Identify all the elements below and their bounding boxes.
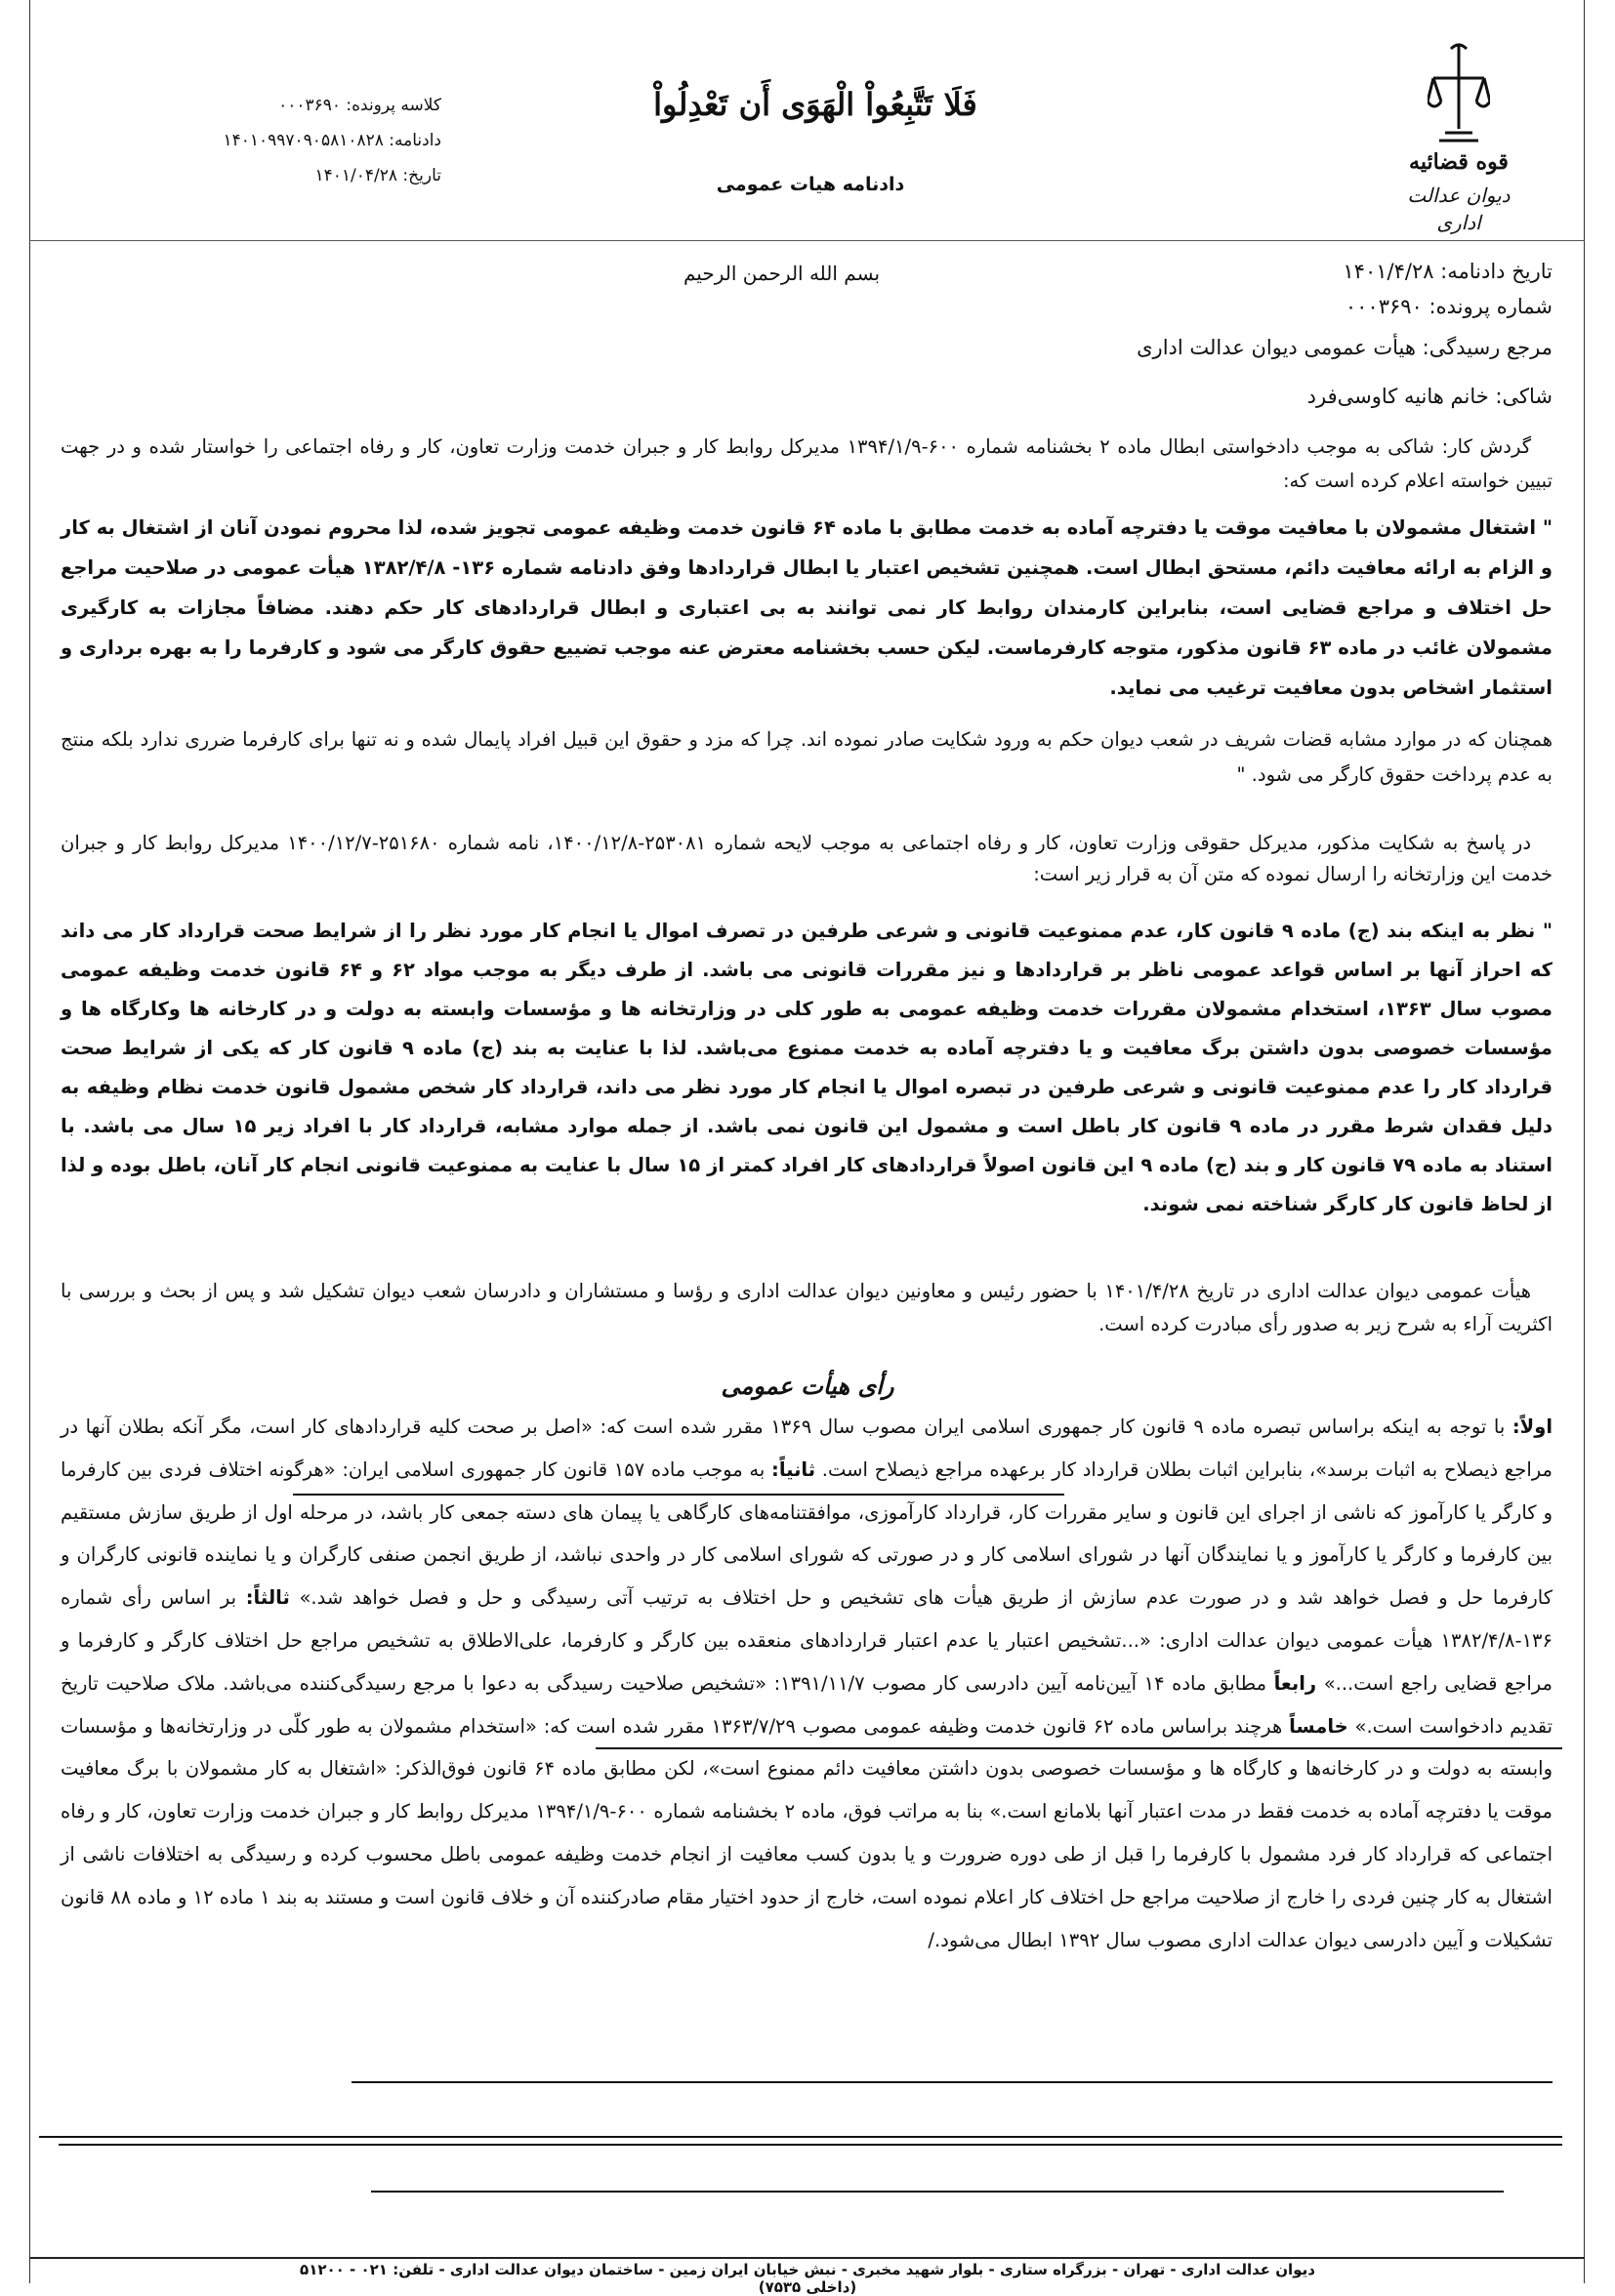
vote-fourth-text: مطابق ماده ۱۴ آیین‌نامه آیین دادرسی کار مصوب ۱۳۹۱/۱۱/۷: «تشخیص صلاحیت رسیدگی به دعوا با مرجع رسیدگی‌کننده می‌باشد. ملاک صلاحیت تاریخ تقدیم دادخواست است.» [61, 1671, 1553, 1738]
bismillah: بسم الله الرحمن الرحیم [683, 262, 881, 285]
complaint-text: " اشتغال مشمولان با معافیت موقت یا دفترچه آماده به خدمت مطابق با ماده ۶۴ قانون خدمت وظیفه عمومی تجویز شده، لذا محروم نمودن آنان از اشتغال به کار و الزام به ارائه معافیت دائم، مستحق ابطال است. همچنین تشخیص اعتبار یا ابطال قراردادها وفق دادنامه شماره ۱۳۶- ۱۳۸۲/۴/۸ هیأت عمومی در صلاحیت مراجع حل اختلاف و مراجع قضایی است، بنابراین کارمندان روابط کار نمی توانند به بی اعتباری و ابطال قراردادهای کار حکم دهند. مضافاً مجازات به کارگیری مشمولان غائب در ماده ۶۳ قانون مذکور، متوجه کارفرماست. لیکن حسب بخشنامه معترض عنه موجب تضییع حقوق کارگر می شود و کارفرما را به بهره برداری و استثمار اشخاص بدون معافیت ترغیب می نماید. [61, 516, 1553, 699]
intro-case-number: شماره پرونده: ۰۰۰۳۶۹۰ [1345, 295, 1553, 318]
vote-first-lead: اولاً: [1511, 1415, 1553, 1438]
document-type-title: دادنامه هیات عمومی [716, 174, 905, 195]
verdict-number: دادنامه: ۱۴۰۱۰۹۹۷۰۹۰۵۸۱۰۸۲۸ [223, 131, 441, 150]
verdict-date: تاریخ: ۱۴۰۱/۰۴/۲۸ [314, 166, 441, 185]
emblem-org-name: قوه قضائیه [1409, 149, 1509, 175]
vote-title: رأی هیأت عمومی [721, 1372, 894, 1400]
header-divider [29, 240, 1585, 241]
vote-second-text: به موجب ماده ۱۵۷ قانون کار جمهوری اسلامی ایران: «هرگونه اختلاف فردی بین کارفرما و کارگر یا کارآموز که ناشی از اجرای این قانون و سایر مقررات کار، قرارداد کارآموزی، موافقتنامه‌های کارگاهی یا پیمان های دسته جمعی کار باشد، در مرحله اول از طریق سازش مستقیم بین کارفرما و کارگر یا کارآموز و یا نمایندگان آنها در شورای اسلامی کار و در صورتی که شورای اسلامی کار در واحدی نباشد، از طریق انجمن صنفی کارگران و یا نماینده قانونی کارگران و کارفرما حل و فصل خواهد شد و در صورت عدم سازش از طریق هیأت های تشخیص و حل اختلاف به ترتیب آتی رسیدگی و حل و فصل خواهد شد.» [61, 1457, 1553, 1610]
session-text: هیأت عمومی دیوان عدالت اداری در تاریخ ۱۴۰۱/۴/۲۸ با حضور رئیس و معاونین دیوان عدالت اداری و رؤسا و مستشاران و دادرسان شعب دیوان تشکیل شد و پس از بحث و بررسی با اکثریت آراء به شرح زیر به صدور رأی مبادرت کرده است. [61, 1280, 1553, 1335]
header-verse: فَلَا تَتَّبِعُواْ الْهَوَى أَن تَعْدِلُواْ [653, 86, 977, 123]
paragraph-response [61, 828, 1553, 890]
underline-4 [39, 2136, 1562, 2138]
ministry-letter-text: " نظر به اینکه بند (ج) ماده ۹ قانون کار، عدم ممنوعیت قانونی و شرعی طرفین در تصرف اموال یا انجام کار مورد نظر را از شرایط صحت قرارداد کار می داند که احراز آنها بر اساس قواعد عمومی ناظر بر قراردادها و نیز مقررات قانونی می باشد. از طرف دیگر به موجب مواد ۶۲ و ۶۴ قانون خدمت وظیفه عمومی مصوب سال ۱۳۶۳، استخدام مشمولان مقررات خدمت وظیفه عمومی به طور کلی در وزارتخانه ها و مؤسسات وابسته به دولت و در کارخانه ها وکارگاه ها و مؤسسات خصوصی بدون داشتن برگ معافیت و یا دفترچه آماده به خدمت ممنوع می‌باشد. لذا با عنایت به بند (ج) ماده ۹ قانون کار که یکی از شرایط صحت قرارداد کار را عدم ممنوعیت قانونی و شرعی طرفین در تبصره اموال یا انجام کار مورد نظر می داند، قرارداد کار شخص مشمول قانون خدمت نظام وظیفه به دلیل فقدان شرط مقرر در ماده ۹ قانون کار باطل است و مشمول این قانون نمی باشد. از جمله موارد مشابه، قرارداد کار با افراد زیر ۱۵ سال می باشد. با استناد به ماده ۷۹ قانون کار و بند (ج) ماده ۹ این قانون اصولاً قراردادهای کار افراد کمتر از ۱۵ سال با عنایت به ممنوعیت قانونی انجام کار آنان، باطل بوده و لذا از لحاظ قانون کار کارگر شناخته نمی شوند. [61, 920, 1553, 1215]
case-class: کلاسه پرونده: ۰۰۰۳۶۹۰ [278, 96, 441, 115]
underline-1 [293, 1494, 1064, 1496]
response-text: در پاسخ به شکایت مذکور، مدیرکل حقوقی وزارت تعاون، کار و رفاه اجتماعی به موجب لایحه شماره ۲۵۳۰۸۱-۱۴۰۰/۱۲/۸، نامه شماره ۲۵۱۶۸۰-۱۴۰۰/۱۲/۷ مدیرکل روابط کار و جبران خدمت این وزارتخانه را ارسال نموده که متن آن به قرار زیر است: [61, 832, 1553, 885]
vote-third-text: بر اساس رأی شماره ۱۳۶-۱۳۸۲/۴/۸ هیأت عمومی دیوان عدالت اداری: «...تشخیص اعتبار یا عدم اعتبار قراردادهای منعقده بین کارگر و کارفرما، علی‌الاطلاق به تشخیص مراجع حل اختلاف کارگر و کارفرما و مراجع قضایی راجع است...» [61, 1586, 1553, 1695]
underline-5 [59, 2144, 1562, 2146]
vote-first-text: با توجه به اینکه براساس تبصره ماده ۹ قانون کار جمهوری اسلامی ایران مصوب سال ۱۳۶۹ مقرر شده است که: «اصل بر صحت کلیه قراردادهای کار است، مگر آنکه بطلان آنها در مراجع ذیصلاح به اثبات برسد»، بنابراین اثبات بطلان قرارداد کار برعهده مراجع ذیصلاح است. [61, 1415, 1553, 1481]
vote-fourth-lead: رابعاً [1273, 1671, 1317, 1695]
emblem-dept-name: دیوان عدالت اداری [1407, 184, 1511, 234]
underline-3 [352, 2081, 1553, 2083]
page-border-right [1584, 0, 1585, 2283]
vote-fifth-text: هرچند براساس ماده ۶۲ قانون خدمت وظیفه عمومی مصوب ۱۳۶۳/۷/۲۹ مقرر شده است که: «استخدام مشمولان به طور کلّی در وزارتخانه‌ها و مؤسسات وابسته به دولت و در کارخانه‌ها و کارگاه ها و مؤسسات خصوصی بدون داشتن معافیت دائم ممنوع است»، لکن مطابق ماده ۶۴ قانون فوق‌الذکر: «اشتغال به کار مشمولان با برگ معافیت موقت یا دفترچه آماده به خدمت فقط در مدت اعتبار آنها بلامانع است.» بنا به مراتب فوق، ماده ۲ بخشنامه شماره ۶۰۰-۱۳۹۴/۱/۹ مدیرکل روابط کار و جبران خدمت وزارت تعاون، کار و رفاه اجتماعی که قرارداد کار فرد مشمول با کارفرما را قبل از طی دوره ضرورت و یا بدون کسب معافیت از انجام خدمت وظیفه عمومی باطل محسوب کرده و رسیدگی به اختلافات ناشی از اشتغال به کار چنین فردی را خارج از صلاحیت مراجع حل اختلاف کار اعلام نموده است، خارج از حدود اختیار مقام صادرکننده آن و خلاف قانون است و مستند به بند ۱ ماده ۱۲ و ماده ۸۸ قانون تشکیلات و آیین دادرسی دیوان عدالت اداری مصوب سال ۱۳۹۲ ابطال می‌شود./ [61, 1714, 1553, 1951]
vote-second-lead: ثانیاً: [771, 1457, 816, 1481]
underline-6 [371, 2191, 1504, 2193]
paragraph-complaint [61, 508, 1553, 708]
vote-third-lead: ثالثاً: [245, 1586, 290, 1610]
paragraph-vote [61, 1406, 1553, 1961]
underline-2 [596, 1747, 1562, 1749]
intro-verdict-date: تاریخ دادنامه: ۱۴۰۱/۴/۲۸ [1343, 260, 1553, 283]
footer-address: دیوان عدالت اداری - تهران - بزرگراه ستاری - بلوار شهید مخبری - نبش خیابان ایران زمین - ساختمان دیوان عدالت اداری - تلفن: ۰۲۱ - ۵۱۲۰۰ (داخلی ۷۵۳۵) [300, 2261, 1315, 2296]
vote-text [61, 1406, 1553, 1961]
judiciary-emblem [1390, 39, 1527, 244]
page-border-left [29, 0, 30, 2283]
complaint-cont-text: همچنان که در موارد مشابه قضات شریف در شعب دیوان حکم به ورود شکایت صادر نموده اند. چرا که مزد و حقوق این قبیل افراد پایمال شده و نه تنها برای کارفرما ضرری ندارد بلکه منتج به عدم پرداخت حقوق کارگر می شود. " [61, 728, 1553, 786]
case-flow-text: گردش کار: شاکی به موجب دادخواستی ابطال ماده ۲ بخشنامه شماره ۶۰۰-۱۳۹۴/۱/۹ مدیرکل روابط کار و جبران خدمت وزارت تعاون، کار و رفاه اجتماعی را خواستار شده و در جهت تبیین خواسته اعلام کرده است که: [61, 435, 1553, 492]
paragraph-complaint-cont [61, 722, 1553, 793]
page-border-bottom [29, 2257, 1585, 2259]
scales-emblem-icon [1428, 39, 1490, 146]
intro-complainant: شاکی: خانم هانیه کاوسی‌فرد [1306, 385, 1553, 408]
vote-fifth-lead: خامساً [1289, 1714, 1348, 1738]
paragraph-case-flow [61, 430, 1553, 498]
header-meta [217, 88, 441, 193]
intro-authority: مرجع رسیدگی: هیأت عمومی دیوان عدالت اداری [1137, 336, 1553, 359]
paragraph-ministry-letter [61, 912, 1553, 1224]
paragraph-session [61, 1275, 1553, 1341]
